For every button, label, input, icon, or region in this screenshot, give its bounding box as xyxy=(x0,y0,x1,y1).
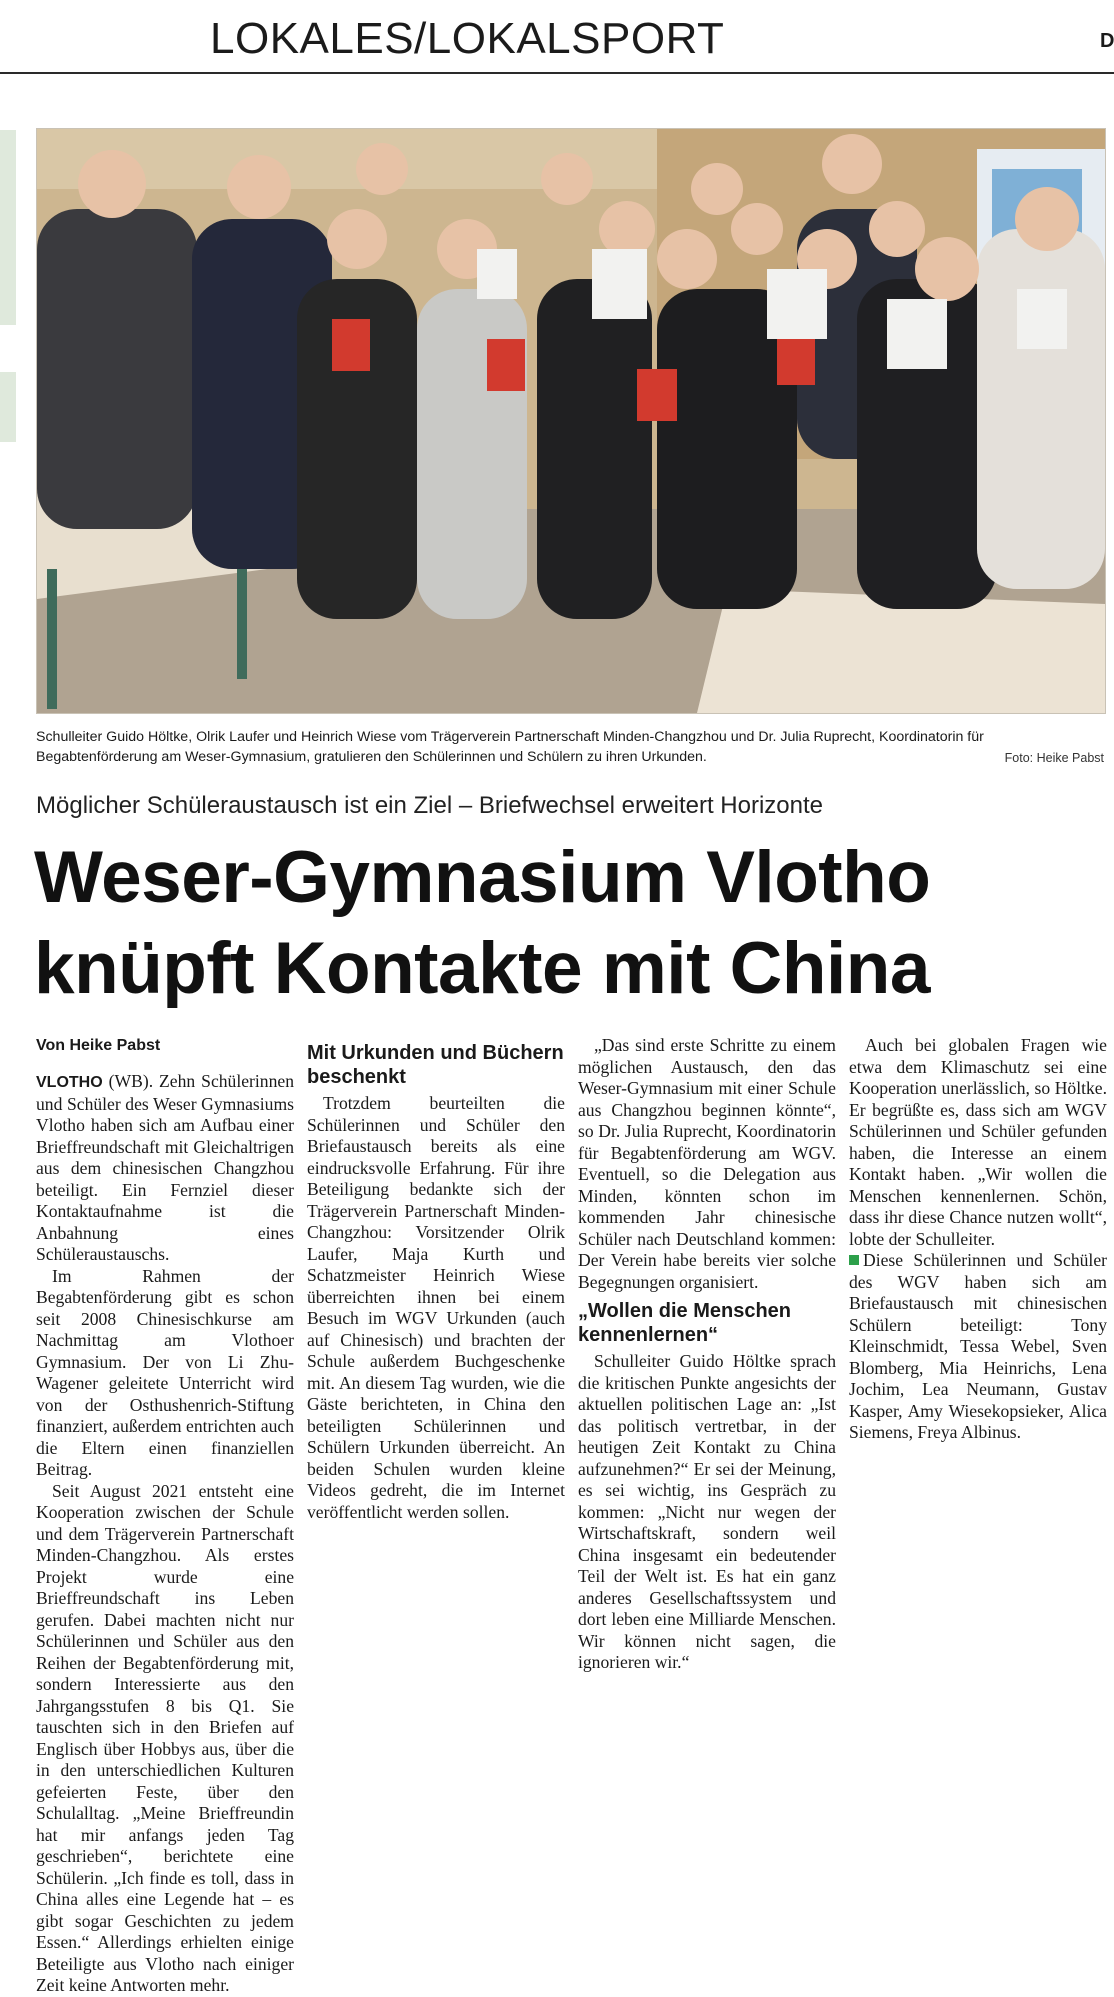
article-headline xyxy=(34,832,1104,1014)
text-column-1 xyxy=(36,1480,294,1995)
paragraph-text: (WB). Zehn Schülerinnen und Schüler des Weser Gymnasiums Vlotho haben sich am Aufbau einer Brieffreundschaft mit Gleichaltrigen aus dem chinesischen Changzhou beteiligt. Ein Fernziel dieser Kontaktaufnahme ist die Anbahnung eines Schüleraustauschs. xyxy=(36,1071,294,1264)
text-column-4 xyxy=(849,1035,1107,1785)
headline-line-2: knüpft Kontakte mit China xyxy=(34,928,930,1009)
byline: Von Heike Pabst xyxy=(36,1037,161,1054)
text-column-2 xyxy=(307,1035,565,1785)
left-margin-accent xyxy=(0,130,16,325)
paragraph-3: Seit August 2021 entsteht eine Kooperation zwischen der Schule und dem Trägerverein Partnerschaft Minden-Changzhou. Als erstes Projekt wurde eine Brieffreundschaft ins Leben gerufen. Dabei machten nicht nur Schülerinnen und Schüler aus den Reihen der Begabtenförderung mit, sondern Interessierte aus den Jahrgangsstufen 8 bis Q1. Sie tauschten sich in den Briefen auf Englisch über Hobbys aus, über die in den unterschiedlichen Kulturen gefeierten Feste, über den Schulalltag. „Meine Brieffreundin hat mir anfangs jeden Tag geschrieben“, berichtete eine Schülerin. „Ich finde es toll, dass in China alles eine Legende hat – es gibt sogar Geschichten zu jedem Essen.“ Allerdings erhielten einige Beteiligte aus Vlotho nach einiger Zeit keine Antworten mehr. xyxy=(36,1480,294,1995)
article-subheadline: Möglicher Schüleraustausch ist ein Ziel – Briefwechsel erweitert Horizonte xyxy=(36,792,824,819)
paragraph-5: „Das sind erste Schritte zu einem möglichen Austausch, den das Weser-Gymnasium mit einer Schule aus Changzhou beginnen könnte“, so Dr. Julia Ruprecht, Koordinatorin für Begabtenförderung am WGV. Eventuell, so die Delegation aus Minden, könnten schon im kommenden Jahr chinesische Schüler nach Deutschland kommen: Der Verein habe bereits vier solche Begegnungen organisiert. xyxy=(578,1035,836,1292)
subheading-urkunden: Mit Urkunden und Büchern beschenkt xyxy=(307,1042,564,1088)
paragraph-4: Trotzdem beurteilten die Schülerinnen und Schüler den Briefaustausch bereits als eine eindrucksvolle Erfahrung. Für ihre Beteiligung bedankte sich der Trägerverein Partnerschaft Minden-Changzhou: Vorsitzender Olrik Laufer, Maja Kurth und Schatzmeister Heinrich Wiese überreichten ihnen bei einem Besuch im WGV Urkunden (auch auf Chinesisch) und brachten der Schule außerdem Buchgeschenke mit. An diesem Tag wurden, wie die Gäste berichteten, in China den beteiligten Schülerinnen und Schülern Urkunden überreicht. An beiden Schulen wurden kleine Videos gedreht, die im Internet veröffentlicht werden sollen. xyxy=(307,1093,565,1522)
paragraph: Im Rahmen der Begabtenförderung gibt es schon seit 2008 Chinesischkurse am Nachmittag am Vlothoer Gymnasium. Der von Li Zhu-Wagener geleitete Unterricht wird von der Osthushenrich-Stiftung finanziert, außerdem entrichten auch die Eltern einen finanziellen Beitrag. xyxy=(36,1265,294,1479)
left-margin-accent xyxy=(0,372,16,442)
text-column-3 xyxy=(578,1035,836,1785)
article-column-1 xyxy=(36,1035,294,1481)
photo-caption: Schulleiter Guido Höltke, Olrik Laufer und Heinrich Wiese vom Trägerverein Partnerschaft Minden-Changzhou und Dr. Julia Ruprecht, Koordinatorin für Begabtenförderung am Weser-Gymnasium, gratulieren den Schülerinnen und Schülern zu ihren Urkunden. xyxy=(36,729,984,765)
section-title: LOKALES/LOKALSPORT xyxy=(210,14,725,63)
green-bullet-icon xyxy=(849,1255,859,1265)
headline-line-1: Weser-Gymnasium Vlotho xyxy=(34,837,931,918)
section-header xyxy=(0,0,1114,74)
group-photo xyxy=(36,128,1106,714)
participants-text: Diese Schülerinnen und Schüler des WGV haben sich am Briefaustausch mit chinesischen Schülern beteiligt: Tony Kleinschmidt, Tessa Webel, Sven Blomberg, Mia Heinrichs, Lena Jochim, Lea Neumann, Gustav Kasper, Amy Wiesekopsieker, Alica Siemens, Freya Albinus. xyxy=(849,1250,1107,1442)
cut-off-header-letter: D xyxy=(1100,30,1114,52)
paragraph-7: Auch bei globalen Fragen wie etwa dem Klimaschutz sei eine Kooperation unerlässlich, so Höltke. Er begrüßte es, dass sich am WGV Schülerinnen und Schüler gefunden haben, die Interesse an einem Kontakt haben. „Wir wollen die Menschen kennenlernen. Schön, dass ihr diese Chance nutzen wollt“, lobte der Schulleiter. xyxy=(849,1035,1107,1249)
participants-paragraph xyxy=(849,1250,1107,1444)
group-photo-icon xyxy=(37,129,1105,713)
paragraph xyxy=(36,1071,294,1266)
dateline: VLOTHO xyxy=(36,1074,103,1091)
photo-credit: Foto: Heike Pabst xyxy=(1004,751,1104,765)
subheading-menschen: „Wollen die Menschen kennenlernen“ xyxy=(578,1300,791,1346)
paragraph-6: Schulleiter Guido Höltke sprach die kritischen Punkte angesichts der aktuellen politischen Lage an: „Ist das politisch vertretbar, in der heutigen Zeit Kontakt zu China aufzunehmen?“ Er sei der Meinung, es sei wichtig, ins Gespräch zu kommen: „Nicht nur wegen der Wirtschaftskraft, sondern weil China insgesamt ein bedeutender Teil der Welt ist. Es hat ein ganz anderes Gesellschaftssystem und dort leben eine Milliarde Menschen. Wir können nicht sagen, die ignorieren wir.“ xyxy=(578,1351,836,1672)
